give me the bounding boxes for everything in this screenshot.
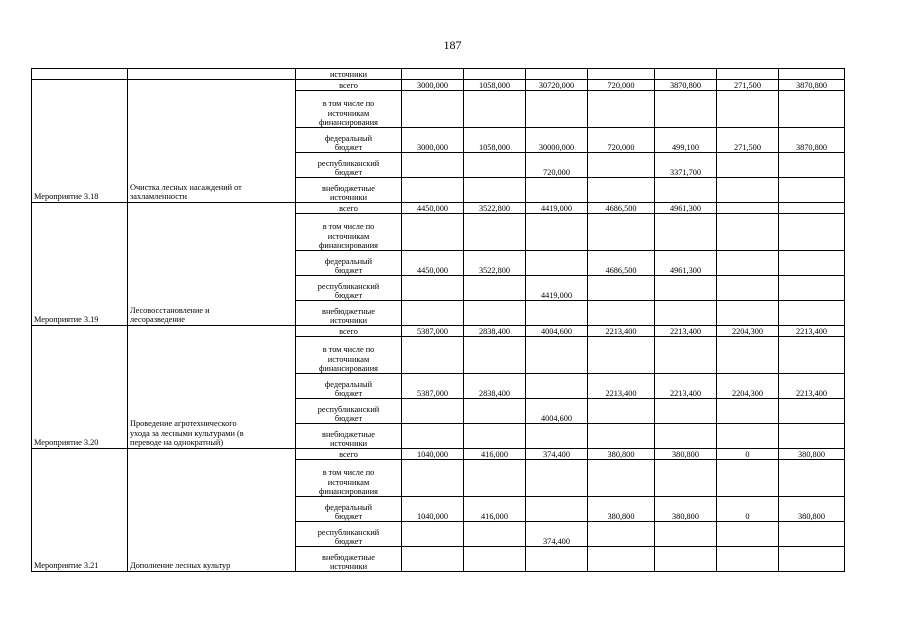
value-cell: 3870,800 <box>779 128 845 153</box>
value-cell: 720,000 <box>588 80 655 91</box>
value-cell: 380,800 <box>655 497 717 522</box>
value-cell <box>717 91 779 128</box>
value-cell <box>717 522 779 547</box>
value-cell <box>402 214 464 251</box>
table-row <box>32 203 845 214</box>
value-cell <box>464 547 526 572</box>
source-cell: внебюджетные источники <box>296 178 402 203</box>
value-cell: 416,000 <box>464 449 526 460</box>
value-cell <box>588 399 655 424</box>
source-cell: внебюджетные источники <box>296 547 402 572</box>
value-cell: 1040,000 <box>402 497 464 522</box>
measure-name: Дополнение лесных культур <box>128 449 296 572</box>
value-cell <box>779 178 845 203</box>
value-cell: 2213,400 <box>655 374 717 399</box>
value-cell <box>588 178 655 203</box>
value-cell: 4004,600 <box>526 326 588 337</box>
value-cell <box>526 251 588 276</box>
source-cell: республиканский бюджет <box>296 522 402 547</box>
value-cell: 2838,400 <box>464 326 526 337</box>
value-cell <box>779 547 845 572</box>
value-cell <box>526 337 588 374</box>
value-cell <box>717 399 779 424</box>
value-cell <box>464 399 526 424</box>
value-cell: 30000,000 <box>526 128 588 153</box>
value-cell <box>717 301 779 326</box>
table-row <box>32 69 845 80</box>
value-cell <box>588 522 655 547</box>
value-cell: 374,400 <box>526 449 588 460</box>
value-cell <box>402 337 464 374</box>
value-cell: 1040,000 <box>402 449 464 460</box>
source-cell: в том числе по источникам финансирования <box>296 337 402 374</box>
value-cell <box>655 460 717 497</box>
value-cell <box>655 337 717 374</box>
value-cell <box>655 399 717 424</box>
value-cell <box>655 301 717 326</box>
source-cell: федеральный бюджет <box>296 497 402 522</box>
page-number: 187 <box>443 38 462 52</box>
value-cell <box>402 91 464 128</box>
measure-name: Лесовосстановление и лесоразведение <box>128 203 296 326</box>
source-cell: источники <box>296 69 402 80</box>
value-cell: 1058,000 <box>464 80 526 91</box>
value-cell: 4450,000 <box>402 203 464 214</box>
source-cell: в том числе по источникам финансирования <box>296 91 402 128</box>
value-cell: 4961,300 <box>655 251 717 276</box>
measure-code: Мероприятие 3.19 <box>32 203 128 326</box>
value-cell <box>655 547 717 572</box>
value-cell: 4419,000 <box>526 203 588 214</box>
value-cell <box>402 69 464 80</box>
source-cell: федеральный бюджет <box>296 374 402 399</box>
code-cell <box>32 69 128 80</box>
source-cell: федеральный бюджет <box>296 128 402 153</box>
source-cell: внебюджетные источники <box>296 424 402 449</box>
value-cell <box>717 460 779 497</box>
value-cell: 4419,000 <box>526 276 588 301</box>
value-cell <box>526 178 588 203</box>
value-cell <box>717 424 779 449</box>
value-cell <box>779 522 845 547</box>
value-cell: 416,000 <box>464 497 526 522</box>
value-cell: 1058,000 <box>464 128 526 153</box>
value-cell <box>464 276 526 301</box>
value-cell: 4004,600 <box>526 399 588 424</box>
value-cell: 720,000 <box>526 153 588 178</box>
value-cell: 5387,000 <box>402 326 464 337</box>
source-cell: всего <box>296 203 402 214</box>
value-cell: 30720,000 <box>526 80 588 91</box>
value-cell: 4686,500 <box>588 203 655 214</box>
value-cell <box>588 301 655 326</box>
value-cell: 2213,400 <box>779 326 845 337</box>
source-cell: всего <box>296 326 402 337</box>
value-cell: 4961,300 <box>655 203 717 214</box>
value-cell <box>655 91 717 128</box>
value-cell <box>402 153 464 178</box>
source-cell: внебюджетные источники <box>296 301 402 326</box>
value-cell: 5387,000 <box>402 374 464 399</box>
value-cell: 499,100 <box>655 128 717 153</box>
value-cell <box>779 203 845 214</box>
value-cell <box>779 91 845 128</box>
value-cell: 2204,300 <box>717 326 779 337</box>
value-cell <box>402 301 464 326</box>
value-cell <box>717 276 779 301</box>
value-cell: 380,800 <box>779 449 845 460</box>
value-cell <box>717 337 779 374</box>
value-cell: 380,800 <box>588 449 655 460</box>
value-cell <box>588 69 655 80</box>
source-cell: в том числе по источникам финансирования <box>296 460 402 497</box>
value-cell <box>655 69 717 80</box>
value-cell <box>588 424 655 449</box>
value-cell: 3870,800 <box>779 80 845 91</box>
value-cell <box>655 522 717 547</box>
value-cell: 3000,000 <box>402 80 464 91</box>
value-cell <box>526 374 588 399</box>
value-cell: 2213,400 <box>655 326 717 337</box>
value-cell: 4686,500 <box>588 251 655 276</box>
value-cell: 2838,400 <box>464 374 526 399</box>
value-cell <box>464 91 526 128</box>
value-cell <box>588 214 655 251</box>
value-cell: 3000,000 <box>402 128 464 153</box>
value-cell <box>464 153 526 178</box>
value-cell <box>526 424 588 449</box>
value-cell: 0 <box>717 497 779 522</box>
value-cell <box>402 276 464 301</box>
value-cell <box>402 522 464 547</box>
value-cell <box>717 251 779 276</box>
value-cell <box>588 91 655 128</box>
value-cell <box>717 69 779 80</box>
value-cell: 3870,800 <box>655 80 717 91</box>
source-cell: республиканский бюджет <box>296 276 402 301</box>
value-cell <box>464 214 526 251</box>
value-cell <box>655 214 717 251</box>
measure-name: Очистка лесных насаждений от захламленности <box>128 80 296 203</box>
funding-table <box>31 68 845 572</box>
table-row <box>32 80 845 91</box>
value-cell: 2213,400 <box>588 326 655 337</box>
value-cell <box>464 301 526 326</box>
source-cell: республиканский бюджет <box>296 399 402 424</box>
value-cell: 2213,400 <box>588 374 655 399</box>
value-cell <box>717 178 779 203</box>
value-cell <box>717 153 779 178</box>
measure-code: Мероприятие 3.18 <box>32 80 128 203</box>
value-cell: 0 <box>717 449 779 460</box>
value-cell: 3522,800 <box>464 251 526 276</box>
value-cell <box>717 547 779 572</box>
value-cell <box>402 424 464 449</box>
value-cell <box>588 276 655 301</box>
value-cell <box>588 153 655 178</box>
value-cell <box>779 214 845 251</box>
value-cell <box>464 69 526 80</box>
value-cell <box>464 522 526 547</box>
value-cell: 380,800 <box>588 497 655 522</box>
measure-code: Мероприятие 3.21 <box>32 449 128 572</box>
value-cell: 720,000 <box>588 128 655 153</box>
value-cell: 380,800 <box>779 497 845 522</box>
value-cell <box>526 301 588 326</box>
value-cell <box>526 69 588 80</box>
value-cell <box>526 547 588 572</box>
value-cell <box>588 460 655 497</box>
value-cell <box>779 69 845 80</box>
value-cell <box>779 276 845 301</box>
value-cell <box>655 276 717 301</box>
value-cell <box>779 399 845 424</box>
value-cell <box>526 214 588 251</box>
table-row <box>32 326 845 337</box>
value-cell <box>464 424 526 449</box>
value-cell <box>588 337 655 374</box>
source-cell: в том числе по источникам финансирования <box>296 214 402 251</box>
value-cell: 2213,400 <box>779 374 845 399</box>
value-cell <box>655 178 717 203</box>
value-cell <box>779 460 845 497</box>
value-cell <box>464 460 526 497</box>
value-cell <box>779 251 845 276</box>
value-cell <box>402 460 464 497</box>
value-cell <box>779 337 845 374</box>
value-cell <box>655 424 717 449</box>
source-cell: федеральный бюджет <box>296 251 402 276</box>
source-cell: всего <box>296 80 402 91</box>
value-cell <box>402 547 464 572</box>
value-cell: 2204,300 <box>717 374 779 399</box>
value-cell <box>464 337 526 374</box>
value-cell <box>717 214 779 251</box>
value-cell: 4450,000 <box>402 251 464 276</box>
value-cell <box>526 460 588 497</box>
name-cell <box>128 69 296 80</box>
value-cell <box>526 91 588 128</box>
source-cell: республиканский бюджет <box>296 153 402 178</box>
table-row <box>32 449 845 460</box>
value-cell: 3371,700 <box>655 153 717 178</box>
value-cell <box>779 153 845 178</box>
measure-name: Проведение агротехнического ухода за лесными культурами (в переводе на однократный) <box>128 326 296 449</box>
value-cell: 380,800 <box>655 449 717 460</box>
value-cell <box>402 399 464 424</box>
source-cell: всего <box>296 449 402 460</box>
value-cell <box>464 178 526 203</box>
value-cell: 271,500 <box>717 80 779 91</box>
value-cell <box>779 301 845 326</box>
value-cell: 271,500 <box>717 128 779 153</box>
value-cell <box>717 203 779 214</box>
value-cell <box>402 178 464 203</box>
value-cell <box>526 497 588 522</box>
value-cell: 374,400 <box>526 522 588 547</box>
value-cell: 3522,800 <box>464 203 526 214</box>
value-cell <box>779 424 845 449</box>
measure-code: Мероприятие 3.20 <box>32 326 128 449</box>
value-cell <box>588 547 655 572</box>
